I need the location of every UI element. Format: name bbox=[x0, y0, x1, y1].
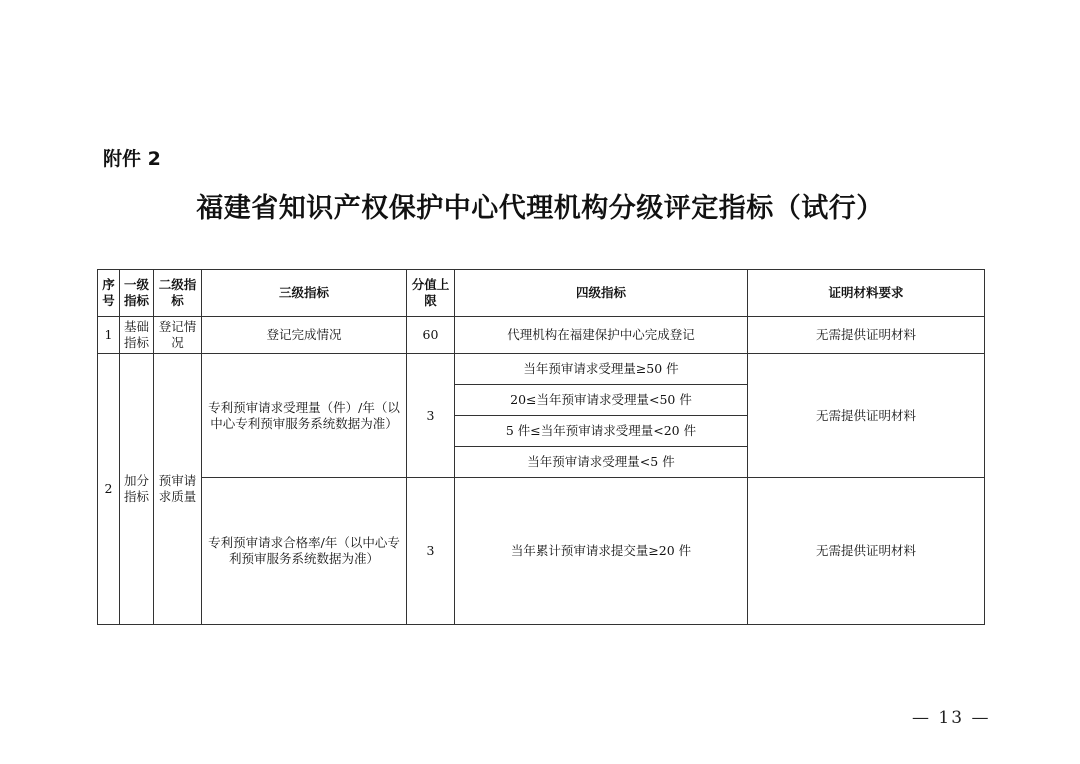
table-header-row bbox=[98, 270, 985, 317]
row2b-level4: 当年累计预审请求提交量≥20 件 bbox=[455, 478, 748, 625]
document-title: 福建省知识产权保护中心代理机构分级评定指标（试行） bbox=[196, 193, 884, 224]
header-seq: 序号 bbox=[98, 270, 120, 317]
header-evidence: 证明材料要求 bbox=[748, 270, 985, 317]
row2b-evidence: 无需提供证明材料 bbox=[748, 478, 985, 625]
row2b-level3: 专利预审请求合格率/年（以中心专利预审服务系统数据为准） bbox=[202, 478, 407, 625]
criteria-table bbox=[97, 269, 985, 625]
row1-score: 60 bbox=[407, 317, 455, 354]
row2a-level4-item: 5 件≤当年预审请求受理量<20 件 bbox=[455, 416, 748, 447]
row2-level2: 预审请求质量 bbox=[154, 354, 202, 625]
header-level1: 一级指标 bbox=[120, 270, 154, 317]
row1-evidence: 无需提供证明材料 bbox=[748, 317, 985, 354]
row2-seq: 2 bbox=[98, 354, 120, 625]
table-row bbox=[98, 317, 985, 354]
row2a-score: 3 bbox=[407, 354, 455, 478]
row2a-level4-item: 当年预审请求受理量≥50 件 bbox=[455, 354, 748, 385]
row1-level1: 基础指标 bbox=[120, 317, 154, 354]
row2a-level4-item: 20≤当年预审请求受理量<50 件 bbox=[455, 385, 748, 416]
row1-level4: 代理机构在福建保护中心完成登记 bbox=[455, 317, 748, 354]
header-level4: 四级指标 bbox=[455, 270, 748, 317]
page-number: — 13 — bbox=[912, 708, 991, 728]
row2-level1: 加分指标 bbox=[120, 354, 154, 625]
attachment-label: 附件 2 bbox=[103, 148, 161, 170]
row2b-score: 3 bbox=[407, 478, 455, 625]
header-level2: 二级指标 bbox=[154, 270, 202, 317]
row1-level3: 登记完成情况 bbox=[202, 317, 407, 354]
table-row bbox=[98, 478, 985, 625]
table-row bbox=[98, 354, 985, 385]
header-score-cap: 分值上限 bbox=[407, 270, 455, 317]
row2a-level4-item: 当年预审请求受理量<5 件 bbox=[455, 447, 748, 478]
row2a-evidence: 无需提供证明材料 bbox=[748, 354, 985, 478]
header-level3: 三级指标 bbox=[202, 270, 407, 317]
row1-level2: 登记情况 bbox=[154, 317, 202, 354]
row2a-level3: 专利预审请求受理量（件）/年（以中心专利预审服务系统数据为准） bbox=[202, 354, 407, 478]
row1-seq: 1 bbox=[98, 317, 120, 354]
